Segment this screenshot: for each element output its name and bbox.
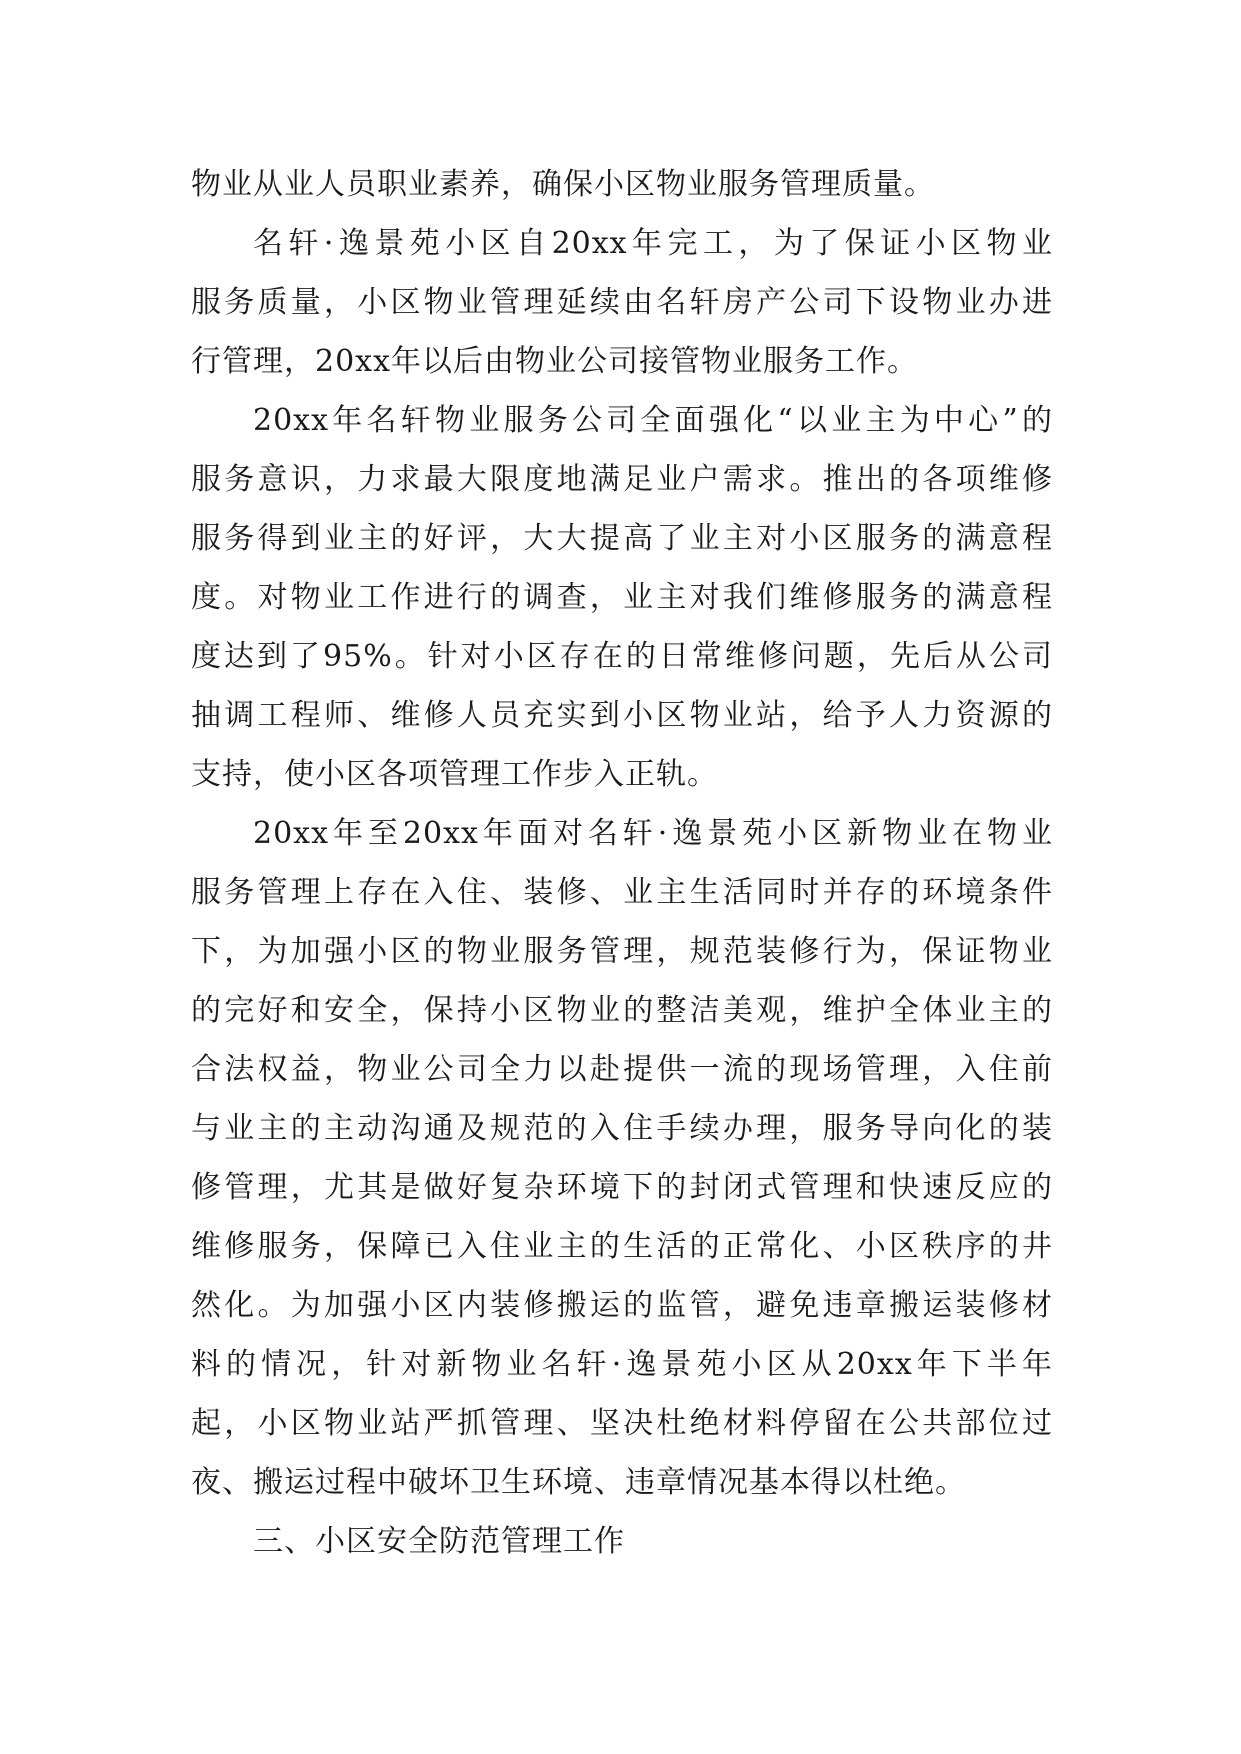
text-line: 修管理，尤其是做好复杂环境下的封闭式管理和快速反应的 <box>191 1170 1053 1205</box>
text-line: 服务得到业主的好评，大大提高了业主对小区服务的满意程 <box>191 521 1053 556</box>
text-line: 抽调工程师、维修人员充实到小区物业站，给予人力资源的 <box>191 698 1053 733</box>
text-line: 支持，使小区各项管理工作步入正轨。 <box>191 757 718 792</box>
text-line: 度达到了95%。针对小区存在的日常维修问题，先后从公司 <box>191 639 1053 674</box>
text-line: 物业从业人员职业素养，确保小区物业服务管理质量。 <box>191 167 935 202</box>
text-line: 维修服务，保障已入住业主的生活的正常化、小区秩序的井 <box>191 1229 1053 1264</box>
text-line: 服务管理上存在入住、装修、业主生活同时并存的环境条件 <box>191 875 1053 910</box>
text-line: 服务质量，小区物业管理延续由名轩房产公司下设物业办进 <box>191 285 1053 320</box>
text-line: 名轩·逸景苑小区自20xx年完工，为了保证小区物业 <box>253 226 1053 261</box>
text-line: 20xx年名轩物业服务公司全面强化“以业主为中心”的 <box>253 403 1053 438</box>
text-line: 度。对物业工作进行的调查，业主对我们维修服务的满意程 <box>191 580 1053 615</box>
section-heading: 三、小区安全防范管理工作 <box>253 1524 625 1559</box>
text-line: 然化。为加强小区内装修搬运的监管，避免违章搬运装修材 <box>191 1288 1053 1323</box>
text-line: 下，为加强小区的物业服务管理，规范装修行为，保证物业 <box>191 934 1053 969</box>
text-line: 起，小区物业站严抓管理、坚决杜绝材料停留在公共部位过 <box>191 1406 1053 1441</box>
text-line: 20xx年至20xx年面对名轩·逸景苑小区新物业在物业 <box>253 816 1053 851</box>
text-line: 的完好和安全，保持小区物业的整洁美观，维护全体业主的 <box>191 993 1053 1028</box>
text-line: 夜、搬运过程中破坏卫生环境、违章情况基本得以杜绝。 <box>191 1465 966 1500</box>
text-line: 料的情况，针对新物业名轩·逸景苑小区从20xx年下半年 <box>191 1347 1053 1382</box>
text-line: 与业主的主动沟通及规范的入住手续办理，服务导向化的装 <box>191 1111 1053 1146</box>
text-line: 合法权益，物业公司全力以赴提供一流的现场管理，入住前 <box>191 1052 1053 1087</box>
text-line: 服务意识，力求最大限度地满足业户需求。推出的各项维修 <box>191 462 1053 497</box>
text-line: 行管理，20xx年以后由物业公司接管物业服务工作。 <box>191 344 919 379</box>
